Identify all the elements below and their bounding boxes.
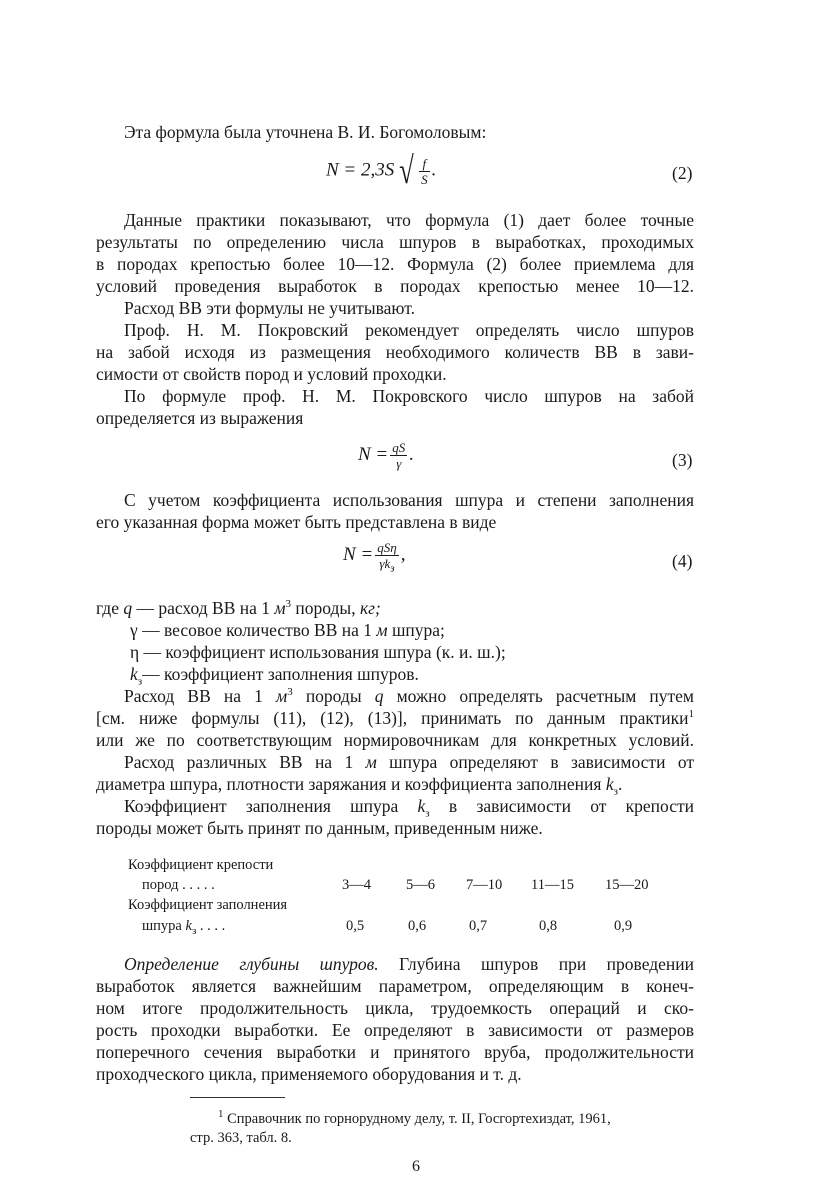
def-text: породы, — [291, 598, 360, 618]
symbol: q — [123, 598, 133, 618]
formula-2 — [326, 152, 436, 190]
text-line — [96, 773, 694, 798]
symbol: γ — [130, 620, 138, 640]
text: шпура — [142, 918, 186, 934]
text-line — [96, 707, 694, 729]
page-number: 6 — [412, 1158, 420, 1175]
def-text: — весовое количество ВВ на 1 — [137, 620, 377, 640]
text-line: выработок является важнейшим параметром, определяющим в конеч- — [96, 976, 694, 996]
definition-q — [96, 597, 694, 619]
formula-tail: , — [400, 543, 406, 565]
table-cell: 5—6 — [406, 877, 435, 893]
denominator — [375, 556, 398, 575]
text: шпура определяют в зависимости от — [376, 752, 694, 772]
text: можно определять расчетным путем — [383, 686, 695, 706]
text: Справочник по горнорудному делу, т. II, Госгортехиздат, 1961, — [223, 1111, 611, 1127]
def-text: — коэффициент использования шпура (к. и. ш.); — [139, 642, 506, 662]
text-line: определяется из выражения — [96, 408, 304, 428]
fraction — [419, 156, 430, 187]
definition-eta — [130, 641, 690, 663]
text-line: С учетом коэффициента использования шпура и степени заполнения — [124, 490, 694, 510]
footnote-line: стр. 363, табл. 8. — [190, 1130, 292, 1146]
text: . — [617, 774, 623, 794]
formula-3 — [358, 440, 414, 471]
text-line: Проф. Н. М. Покровский рекомендует определять число шпуров — [124, 320, 694, 340]
text: Коэффициент заполнения шпура — [124, 796, 418, 816]
formula-tail: . — [431, 159, 437, 181]
text-line: рость проходки выработки. Ее определяют в зависимости от размеров — [96, 1020, 694, 1040]
numerator: qSη — [377, 540, 397, 555]
text-line: условий проведения выработок в породах крепостью менее 10—12. — [96, 276, 694, 296]
table-cell: 7—10 — [466, 877, 503, 893]
text: породы — [292, 686, 375, 706]
text-line: результаты по определению числа шпуров в выработках, проходимых — [96, 232, 694, 252]
unit: кг; — [359, 598, 381, 618]
table-label: Коэффициент заполнения — [128, 897, 288, 913]
text-line: в породах крепостью более 10—12. Формула (2) более приемлема для — [96, 254, 694, 274]
table-cell: 0,8 — [539, 918, 558, 934]
denominator: γ — [396, 456, 402, 471]
numerator: f — [419, 156, 430, 172]
formula-4 — [343, 540, 406, 575]
symbol: η — [130, 642, 140, 662]
table-label: пород . . . . . — [142, 877, 215, 893]
text-line: на забой исходя из размещения необходимого количеств ВВ в зави- — [96, 342, 694, 362]
text-line — [124, 685, 694, 707]
text-line: его указанная форма может быть представлена в виде — [96, 512, 497, 532]
text: диаметра шпура, плотности заряжания и коэффициента заполнения — [96, 774, 606, 794]
fraction — [375, 540, 398, 575]
unit: м — [274, 598, 286, 618]
superscript: 3 — [285, 598, 292, 611]
text-line: Данные практики показывают, что формула (1) дает более точные — [124, 210, 694, 230]
text-line — [124, 795, 694, 820]
subscript: з — [390, 562, 395, 575]
text-line: По формуле проф. Н. М. Покровского число шпуров на забой — [124, 386, 694, 406]
symbol: q — [374, 686, 384, 706]
footnote-mark: 1 — [688, 708, 694, 721]
subscript: з — [613, 785, 618, 798]
subscript: з — [191, 924, 197, 937]
symbol: k — [185, 918, 192, 934]
text: в зависимости от крепости — [429, 796, 694, 816]
def-lead: где — [96, 598, 124, 618]
text-line: породы может быть принят по данным, приведенным ниже. — [96, 818, 543, 838]
superscript: 3 — [287, 686, 293, 699]
text-line: симости от свойств пород и условий проходки. — [96, 364, 447, 384]
table-cell: 15—20 — [605, 877, 649, 893]
symbol: k — [130, 664, 138, 684]
table-label — [142, 918, 225, 935]
subscript: з — [137, 675, 143, 688]
text-line: или же по соответствующим нормировочникам для конкретных условий. — [96, 730, 694, 750]
text-line — [124, 953, 694, 975]
definition-gamma — [130, 619, 690, 641]
formula-lhs: N = 2,3S — [326, 159, 395, 181]
text: [см. ниже формулы (11), (12), (13)], принимать по данным практики — [96, 708, 689, 728]
text-line: поперечного сечения выработки и принятого вруба, продолжительности — [96, 1042, 694, 1062]
text: Расход ВВ на 1 — [124, 686, 277, 706]
text-line: Расход ВВ эти формулы не учитывают. — [124, 298, 415, 318]
symbol: k — [605, 774, 614, 794]
denominator: S — [421, 171, 428, 187]
denominator-text: γk — [379, 556, 391, 571]
table-label: Коэффициент крепости — [128, 857, 274, 873]
formula-tail: . — [409, 443, 414, 465]
symbol: k — [417, 796, 426, 816]
definition-kz — [130, 663, 690, 688]
numerator: qS — [392, 440, 406, 455]
text: Глубина шпуров при проведении — [378, 954, 694, 974]
text: Расход различных ВВ на 1 — [124, 752, 366, 772]
table-cell: 0,7 — [469, 918, 488, 934]
fraction — [390, 440, 407, 471]
table-cell: 11—15 — [531, 877, 574, 893]
text-line — [124, 751, 694, 773]
table-cell: 0,9 — [614, 918, 633, 934]
table-cell: 0,5 — [346, 918, 365, 934]
text-line: проходческого цикла, применяемого оборудования и т. д. — [96, 1064, 522, 1084]
equation-number: (3) — [672, 450, 693, 470]
unit: м — [365, 752, 377, 772]
def-text: шпура; — [387, 620, 445, 640]
def-text: — коэффициент заполнения шпуров. — [142, 664, 419, 684]
footnote-line — [218, 1110, 695, 1129]
text-line: ном итоге продолжительность цикла, трудоемкость операций и ско- — [96, 998, 694, 1018]
formula-lhs: N = — [358, 443, 389, 465]
section-title: Определение глубины шпуров. — [124, 954, 379, 974]
table-cell: 3—4 — [342, 877, 371, 893]
text-line: Эта формула была уточнена В. И. Богомоловым: — [124, 122, 487, 142]
table-cell: 0,6 — [408, 918, 427, 934]
equation-number: (2) — [672, 163, 693, 183]
sqrt-sign: √ — [399, 150, 414, 192]
footnote-mark: 1 — [218, 1108, 224, 1121]
equation-number: (4) — [672, 551, 693, 571]
unit: м — [276, 686, 288, 706]
subscript: з — [425, 807, 430, 820]
text: . . . . — [196, 918, 226, 934]
formula-lhs: N = — [343, 543, 374, 565]
def-text: — расход ВВ на 1 — [132, 598, 275, 618]
unit: м — [376, 620, 388, 640]
footnote-rule — [190, 1097, 285, 1098]
